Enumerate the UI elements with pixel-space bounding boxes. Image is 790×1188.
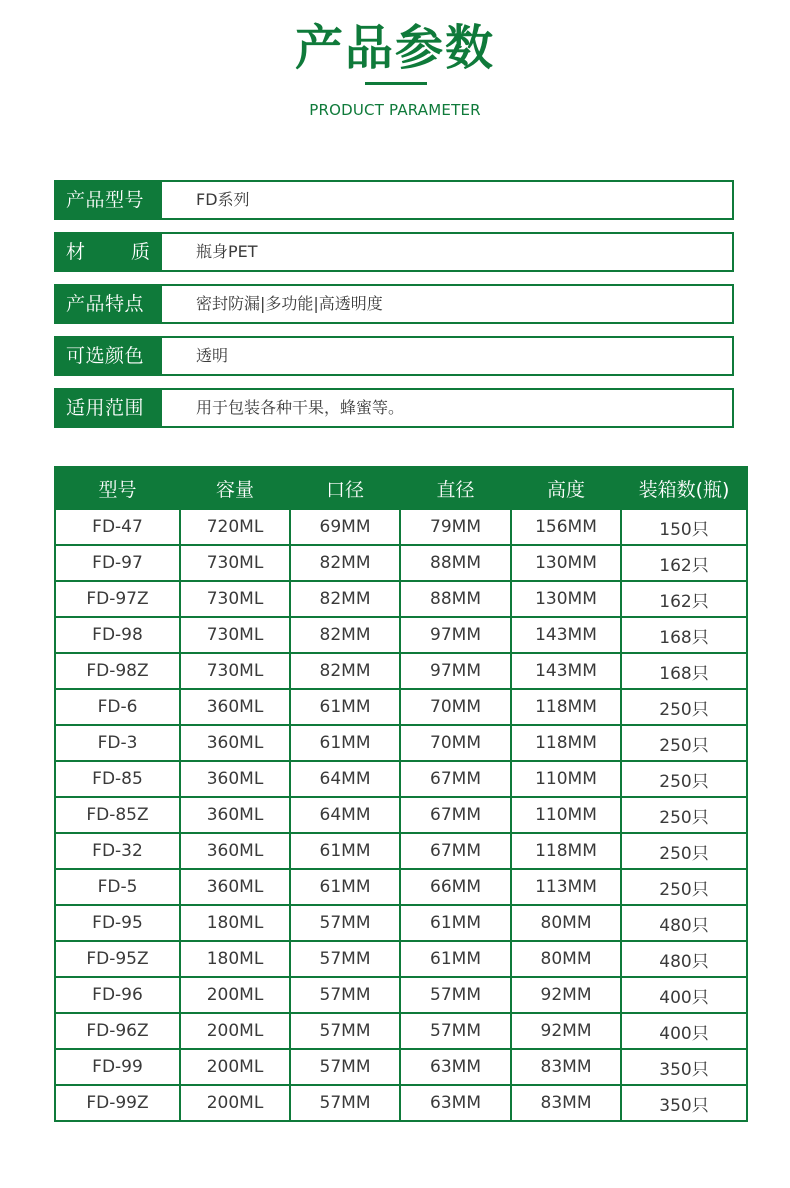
table-row (55, 653, 747, 689)
table-row (55, 617, 747, 653)
cell-model: FD-5 (55, 869, 180, 905)
cell-height: 130MM (511, 581, 621, 617)
info-value-model: FD系列 (196, 190, 250, 209)
cell-model: FD-6 (55, 689, 180, 725)
table-body (55, 509, 747, 1121)
cell-model: FD-97Z (55, 581, 180, 617)
cell-mouth-diameter: 57MM (290, 905, 400, 941)
cell-mouth-diameter: 57MM (290, 1085, 400, 1121)
cell-model: FD-96Z (55, 1013, 180, 1049)
table-row (55, 509, 747, 545)
spec-table (54, 466, 748, 1122)
table-row (55, 761, 747, 797)
cell-height: 80MM (511, 941, 621, 977)
cell-diameter: 67MM (400, 797, 511, 833)
cell-mouth-diameter: 61MM (290, 833, 400, 869)
cell-model: FD-85 (55, 761, 180, 797)
table-row (55, 581, 747, 617)
cell-model: FD-3 (55, 725, 180, 761)
cell-height: 92MM (511, 977, 621, 1013)
cell-capacity: 360ML (180, 725, 290, 761)
cell-carton-qty: 250只 (621, 869, 747, 905)
cell-capacity: 730ML (180, 581, 290, 617)
info-value-colors: 透明 (196, 346, 229, 365)
column-header-carton-qty: 装箱数(瓶) (621, 467, 747, 509)
cell-diameter: 57MM (400, 1013, 511, 1049)
cell-diameter: 79MM (400, 509, 511, 545)
cell-mouth-diameter: 61MM (290, 725, 400, 761)
cell-model: FD-85Z (55, 797, 180, 833)
info-label-material-part-2: 质 (130, 241, 150, 263)
table-row (55, 833, 747, 869)
table-row (55, 1049, 747, 1085)
cell-model: FD-97 (55, 545, 180, 581)
cell-carton-qty: 162只 (621, 581, 747, 617)
cell-diameter: 88MM (400, 581, 511, 617)
cell-height: 92MM (511, 1013, 621, 1049)
cell-capacity: 200ML (180, 977, 290, 1013)
cell-mouth-diameter: 61MM (290, 689, 400, 725)
table-row (55, 905, 747, 941)
cell-height: 130MM (511, 545, 621, 581)
page-header (0, 0, 790, 140)
cell-height: 156MM (511, 509, 621, 545)
cell-mouth-diameter: 57MM (290, 1049, 400, 1085)
info-label-colors: 可选颜色 (56, 338, 162, 374)
cell-height: 143MM (511, 617, 621, 653)
cell-diameter: 63MM (400, 1085, 511, 1121)
cell-carton-qty: 400只 (621, 1013, 747, 1049)
cell-height: 113MM (511, 869, 621, 905)
cell-model: FD-99 (55, 1049, 180, 1085)
cell-carton-qty: 250只 (621, 833, 747, 869)
cell-mouth-diameter: 82MM (290, 545, 400, 581)
cell-capacity: 180ML (180, 941, 290, 977)
cell-carton-qty: 480只 (621, 941, 747, 977)
cell-diameter: 67MM (400, 761, 511, 797)
cell-diameter: 67MM (400, 833, 511, 869)
column-header-diameter: 直径 (400, 467, 511, 509)
table-row (55, 725, 747, 761)
info-row-features (54, 284, 734, 324)
cell-mouth-diameter: 57MM (290, 977, 400, 1013)
cell-mouth-diameter: 57MM (290, 1013, 400, 1049)
cell-mouth-diameter: 69MM (290, 509, 400, 545)
cell-capacity: 360ML (180, 761, 290, 797)
title-underline-divider (365, 82, 427, 85)
info-label-material-part-1: 材 (66, 241, 86, 263)
column-header-height: 高度 (511, 467, 621, 509)
cell-carton-qty: 400只 (621, 977, 747, 1013)
page-title: 产品参数 (294, 20, 495, 76)
cell-diameter: 57MM (400, 977, 511, 1013)
table-row (55, 545, 747, 581)
cell-mouth-diameter: 64MM (290, 761, 400, 797)
cell-height: 143MM (511, 653, 621, 689)
column-header-capacity: 容量 (180, 467, 290, 509)
cell-carton-qty: 350只 (621, 1085, 747, 1121)
cell-model: FD-95Z (55, 941, 180, 977)
cell-carton-qty: 162只 (621, 545, 747, 581)
cell-capacity: 720ML (180, 509, 290, 545)
info-row-model (54, 180, 734, 220)
info-label-usage: 适用范围 (56, 390, 162, 426)
cell-capacity: 360ML (180, 797, 290, 833)
cell-height: 83MM (511, 1049, 621, 1085)
cell-diameter: 88MM (400, 545, 511, 581)
column-header-model: 型号 (55, 467, 180, 509)
cell-height: 83MM (511, 1085, 621, 1121)
cell-diameter: 97MM (400, 653, 511, 689)
cell-capacity: 730ML (180, 545, 290, 581)
table-row (55, 1013, 747, 1049)
cell-carton-qty: 150只 (621, 509, 747, 545)
info-row-colors (54, 336, 734, 376)
cell-diameter: 97MM (400, 617, 511, 653)
info-value-material: 瓶身PET (196, 242, 258, 261)
cell-model: FD-47 (55, 509, 180, 545)
page-subtitle: PRODUCT PARAMETER (309, 101, 481, 119)
cell-height: 110MM (511, 761, 621, 797)
cell-height: 80MM (511, 905, 621, 941)
cell-mouth-diameter: 82MM (290, 581, 400, 617)
cell-model: FD-95 (55, 905, 180, 941)
cell-model: FD-98Z (55, 653, 180, 689)
info-label-material (56, 234, 162, 270)
cell-capacity: 180ML (180, 905, 290, 941)
cell-capacity: 200ML (180, 1085, 290, 1121)
column-header-mouth-diameter: 口径 (290, 467, 400, 509)
cell-model: FD-32 (55, 833, 180, 869)
cell-mouth-diameter: 82MM (290, 617, 400, 653)
cell-diameter: 63MM (400, 1049, 511, 1085)
info-label-features: 产品特点 (56, 286, 162, 322)
table-row (55, 797, 747, 833)
cell-model: FD-98 (55, 617, 180, 653)
cell-carton-qty: 250只 (621, 797, 747, 833)
cell-height: 118MM (511, 725, 621, 761)
info-row-material (54, 232, 734, 272)
cell-mouth-diameter: 61MM (290, 869, 400, 905)
cell-height: 110MM (511, 797, 621, 833)
cell-carton-qty: 168只 (621, 617, 747, 653)
cell-capacity: 730ML (180, 617, 290, 653)
cell-carton-qty: 350只 (621, 1049, 747, 1085)
cell-capacity: 200ML (180, 1049, 290, 1085)
cell-diameter: 70MM (400, 689, 511, 725)
cell-capacity: 360ML (180, 869, 290, 905)
table-row (55, 689, 747, 725)
table-row (55, 1085, 747, 1121)
info-value-usage: 用于包装各种干果，蜂蜜等。 (196, 398, 405, 417)
cell-capacity: 360ML (180, 689, 290, 725)
info-value-features: 密封防漏|多功能|高透明度 (196, 294, 383, 313)
cell-mouth-diameter: 64MM (290, 797, 400, 833)
cell-carton-qty: 480只 (621, 905, 747, 941)
cell-capacity: 360ML (180, 833, 290, 869)
info-row-usage (54, 388, 734, 428)
cell-carton-qty: 168只 (621, 653, 747, 689)
cell-carton-qty: 250只 (621, 725, 747, 761)
cell-capacity: 200ML (180, 1013, 290, 1049)
cell-height: 118MM (511, 689, 621, 725)
cell-mouth-diameter: 57MM (290, 941, 400, 977)
cell-diameter: 70MM (400, 725, 511, 761)
cell-capacity: 730ML (180, 653, 290, 689)
cell-model: FD-99Z (55, 1085, 180, 1121)
cell-carton-qty: 250只 (621, 689, 747, 725)
table-row (55, 941, 747, 977)
cell-carton-qty: 250只 (621, 761, 747, 797)
info-label-model: 产品型号 (56, 182, 162, 218)
cell-diameter: 66MM (400, 869, 511, 905)
cell-height: 118MM (511, 833, 621, 869)
cell-mouth-diameter: 82MM (290, 653, 400, 689)
table-header-row (55, 467, 747, 509)
table-row (55, 977, 747, 1013)
table-row (55, 869, 747, 905)
cell-model: FD-96 (55, 977, 180, 1013)
cell-diameter: 61MM (400, 941, 511, 977)
cell-diameter: 61MM (400, 905, 511, 941)
